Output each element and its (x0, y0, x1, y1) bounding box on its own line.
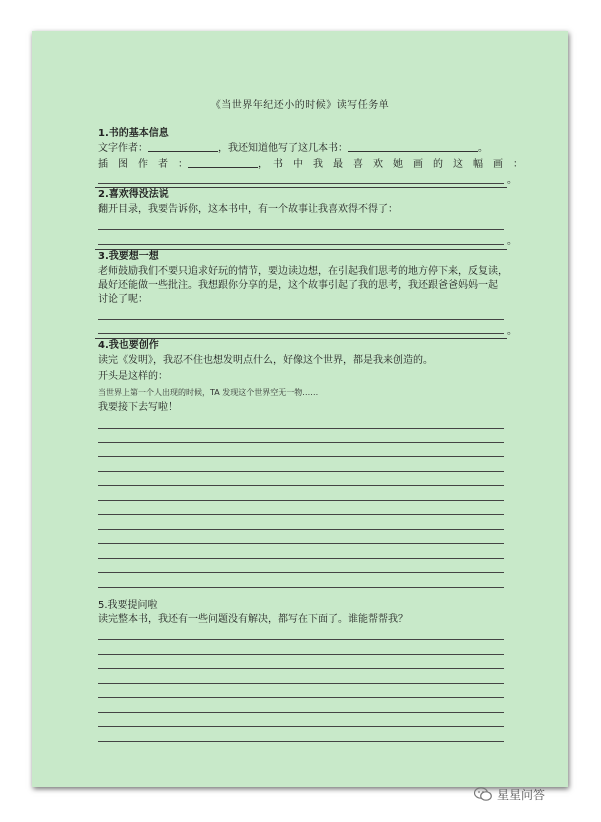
author-label: 文字作者： (98, 143, 148, 154)
worksheet-page (32, 31, 568, 787)
page-title: 《当世界年纪还小的时候》读写任务单 (210, 100, 390, 111)
section4-heading: 4.我也要创作 (98, 340, 159, 351)
writing-line[interactable] (98, 514, 504, 515)
writing-line[interactable] (98, 442, 504, 443)
other-books-blank[interactable] (348, 141, 478, 152)
section3-paragraph-1: 老师鼓励我们不要只追求好玩的情节，要边读边想，在引起我们思考的地方停下来，反复读， (98, 266, 508, 277)
author-line-end: 。 (478, 143, 488, 154)
section5-prompt: 读完整本书，我还有一些问题没有解决，都写在下面了。谁能帮帮我？ (98, 614, 408, 625)
section3-period: 。 (507, 326, 517, 337)
section5-heading: 5.我要提问啦 (98, 600, 158, 611)
watermark-text: 星星问答 (497, 788, 546, 802)
section-divider (95, 338, 507, 339)
writing-line[interactable] (98, 485, 504, 486)
favorite-picture-blank[interactable] (98, 183, 504, 184)
other-books-label: ，我还知道他写了这几本书： (218, 143, 348, 154)
question-line[interactable] (98, 654, 504, 655)
writing-line[interactable] (98, 587, 504, 588)
section2-heading: 2.喜欢得没法说 (98, 189, 169, 200)
section1-heading: 1.书的基本信息 (98, 128, 169, 139)
section3-paragraph-3: 讨论了呢： (98, 294, 148, 305)
question-line[interactable] (98, 712, 504, 713)
writing-line[interactable] (98, 572, 504, 573)
answer-line[interactable] (98, 244, 504, 245)
question-line[interactable] (98, 741, 504, 742)
section2-prompt: 翻开目录，我要告诉你，这本书中，有一个故事让我喜欢得不得了： (98, 204, 398, 215)
question-line[interactable] (98, 726, 504, 727)
question-line[interactable] (98, 697, 504, 698)
writing-line[interactable] (98, 428, 504, 429)
writing-line[interactable] (98, 529, 504, 530)
section-divider (95, 187, 507, 188)
question-line[interactable] (98, 639, 504, 640)
section4-paragraph-2: 开头是这样的： (98, 371, 168, 382)
illustrator-line (98, 157, 523, 171)
illustrator-blank[interactable] (188, 157, 258, 168)
writing-line[interactable] (98, 456, 504, 457)
author-line (98, 141, 488, 155)
section2-period: 。 (507, 236, 517, 247)
illustrator-label: 插 图 作 者 ： (98, 159, 188, 170)
section4-paragraph-3: 我要接下去写啦！ (98, 402, 178, 413)
question-line[interactable] (98, 683, 504, 684)
writing-line[interactable] (98, 543, 504, 544)
section3-paragraph-2: 最好还能做一些批注。我想跟你分享的是，这个故事引起了我的思考，我还跟爸爸妈妈一起 (98, 280, 498, 291)
section4-paragraph-1: 读完《发明》，我忍不住也想发明点什么，好像这个世界，都是我来创造的。 (98, 355, 433, 366)
wechat-icon (474, 787, 492, 801)
answer-line[interactable] (98, 229, 504, 230)
section1-period: 。 (507, 175, 517, 186)
writing-line[interactable] (98, 471, 504, 472)
writing-line[interactable] (98, 558, 504, 559)
author-blank[interactable] (148, 141, 218, 152)
writing-line[interactable] (98, 500, 504, 501)
section-divider (95, 249, 507, 250)
question-line[interactable] (98, 668, 504, 669)
section3-heading: 3.我要想一想 (98, 251, 159, 262)
story-opening: 当世界上第一个人出现的时候，TA 发现这个世界空无一物…… (98, 388, 319, 397)
answer-line[interactable] (98, 319, 504, 320)
favorite-picture-label: ， 书 中 我 最 喜 欢 她 画 的 这 幅 画 ： (258, 159, 523, 170)
answer-line[interactable] (98, 333, 504, 334)
